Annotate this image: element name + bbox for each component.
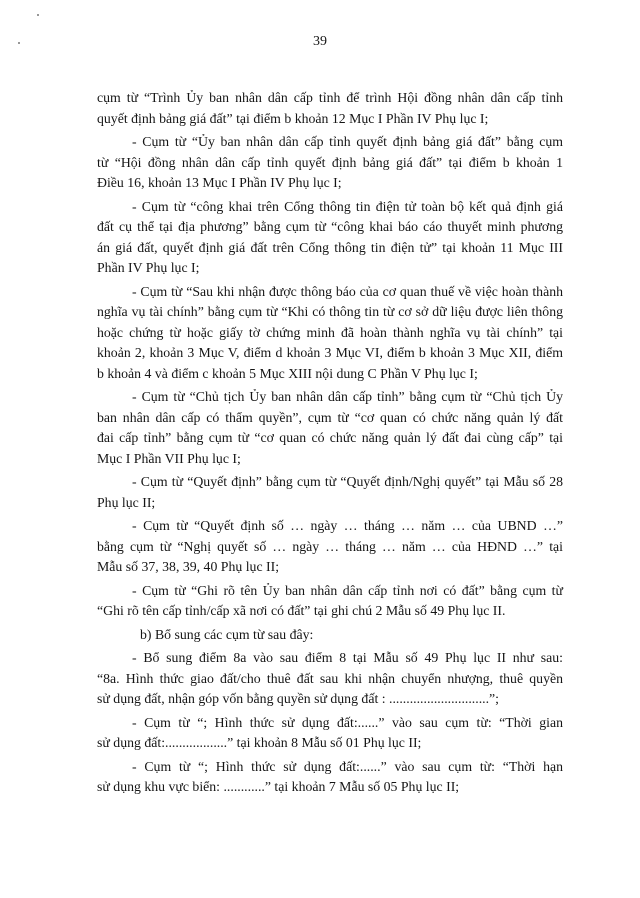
paragraph-line: “Ghi rõ tên cấp tỉnh/cấp xã nơi có đất” tại ghi chú 2 Mẫu số 49 Phụ lục II.: [97, 603, 506, 618]
paragraph-line: án giá đất, quyết định giá đất trên Cổng thông tin điện tử” tại khoản 11 Mục III: [97, 239, 563, 255]
paragraph: [97, 472, 563, 513]
paragraph-line: sử dụng đất, nhận góp vốn bằng quyền sử dụng đất : .............................”;: [97, 691, 499, 706]
paragraph-line: - Cụm từ “; Hình thức sử dụng đất:......” vào sau cụm từ: “Thời gian: [132, 714, 563, 730]
paragraph: [97, 197, 563, 279]
paragraph-line: b khoản 4 và điểm c khoản 5 Mục XIII nội dung C Phần V Phụ lục I;: [97, 365, 478, 381]
paragraph-line: Phụ lục II;: [97, 494, 156, 510]
paragraph: [97, 132, 563, 194]
paragraph-line: sử dụng đất:..................” tại khoản 8 Mẫu số 01 Phụ lục II;: [97, 735, 422, 750]
paragraph-line: Mẫu số 37, 38, 39, 40 Phụ lục II;: [97, 559, 280, 574]
paragraph-line: cụm từ “Trình Ủy ban nhân dân cấp tỉnh để trình Hội đồng nhân dân cấp tỉnh: [97, 90, 563, 105]
paragraph-line: hoặc chứng từ hoặc giấy tờ chứng minh đã hoàn thành nghĩa vụ tài chính” tại: [97, 324, 563, 340]
document-body: [97, 88, 563, 798]
paragraph: [97, 516, 563, 578]
paragraph-line: nghĩa vụ tài chính” bằng cụm từ “Khi có thông tin từ cơ sở dữ liệu được liên thông: [97, 304, 563, 319]
scan-speck: [37, 14, 39, 16]
paragraph-line: - Cụm từ “Quyết định số … ngày … tháng … năm … của UBND …”: [132, 518, 563, 533]
paragraph-line: - Cụm từ “Sau khi nhận được thông báo của cơ quan thuế về việc hoàn thành: [132, 283, 563, 299]
paragraph: [97, 648, 563, 710]
paragraph-line: Mục I Phần VII Phụ lục I;: [97, 450, 241, 466]
section-heading: [97, 625, 563, 646]
paragraph-line: - Cụm từ “Ủy ban nhân dân cấp tỉnh quyết định bảng giá đất” bằng cụm: [132, 134, 563, 149]
paragraph-line: “8a. Hình thức giao đất/cho thuê đất sau khi nhận chuyển nhượng, thuê quyền: [97, 670, 563, 686]
paragraph-line: - Cụm từ “; Hình thức sử dụng đất:......” vào sau cụm từ: “Thời hạn: [132, 758, 563, 774]
paragraph: [97, 757, 563, 798]
paragraph-line: - Cụm từ “Chủ tịch Ủy ban nhân dân cấp tỉnh” bằng cụm từ “Chủ tịch Ủy: [132, 389, 563, 404]
paragraph: [97, 387, 563, 469]
paragraph-line: bằng cụm từ “Nghị quyết số … ngày … tháng … năm … của HĐND …” tại: [97, 538, 563, 554]
paragraph: [97, 713, 563, 754]
paragraph-line: ban nhân dân cấp có thẩm quyền”, cụm từ “cơ quan có chức năng quản lý đất: [97, 409, 563, 425]
paragraph-line: - Cụm từ “Quyết định” bằng cụm từ “Quyết định/Nghị quyết” tại Mẫu số 28: [132, 474, 563, 489]
page-number: 39: [313, 34, 327, 49]
paragraph-line: đai cấp tỉnh” bằng cụm từ “cơ quan có chức năng quản lý đất đai cùng cấp” tại: [97, 430, 563, 445]
paragraph-line: b) Bổ sung các cụm từ sau đây:: [140, 626, 314, 642]
paragraph-line: sử dụng khu vực biển: ............” tại khoản 7 Mẫu số 05 Phụ lục II;: [97, 779, 460, 794]
paragraph-line: quyết định bảng giá đất” tại điểm b khoản 12 Mục I Phần IV Phụ lục I;: [97, 110, 489, 126]
paragraph-line: khoản 2, khoản 3 Mục V, điểm d khoản 3 Mục VI, điểm b khoản 3 Mục XII, điểm: [97, 345, 563, 360]
paragraph-line: Điều 16, khoản 13 Mục I Phần IV Phụ lục I;: [97, 175, 342, 190]
paragraph-line: từ “Hội đồng nhân dân cấp tỉnh quyết định bảng giá đất” tại điểm b khoản 1: [97, 154, 563, 170]
paragraph-line: đất cụ thể tại địa phương” bằng cụm từ “công khai báo cáo thuyết minh phương: [97, 219, 563, 234]
paragraph-line: - Cụm từ “công khai trên Cổng thông tin điện tử toàn bộ kết quả định giá: [132, 198, 563, 214]
paragraph: [97, 581, 563, 622]
paragraph: [97, 88, 563, 129]
paragraph-line: Phần IV Phụ lục I;: [97, 260, 200, 275]
paragraph: [97, 282, 563, 385]
paragraph-line: - Cụm từ “Ghi rõ tên Ủy ban nhân dân cấp tỉnh nơi có đất” bằng cụm từ: [132, 582, 563, 598]
paragraph-line: - Bổ sung điểm 8a vào sau điểm 8 tại Mẫu số 49 Phụ lục II như sau:: [132, 650, 563, 665]
